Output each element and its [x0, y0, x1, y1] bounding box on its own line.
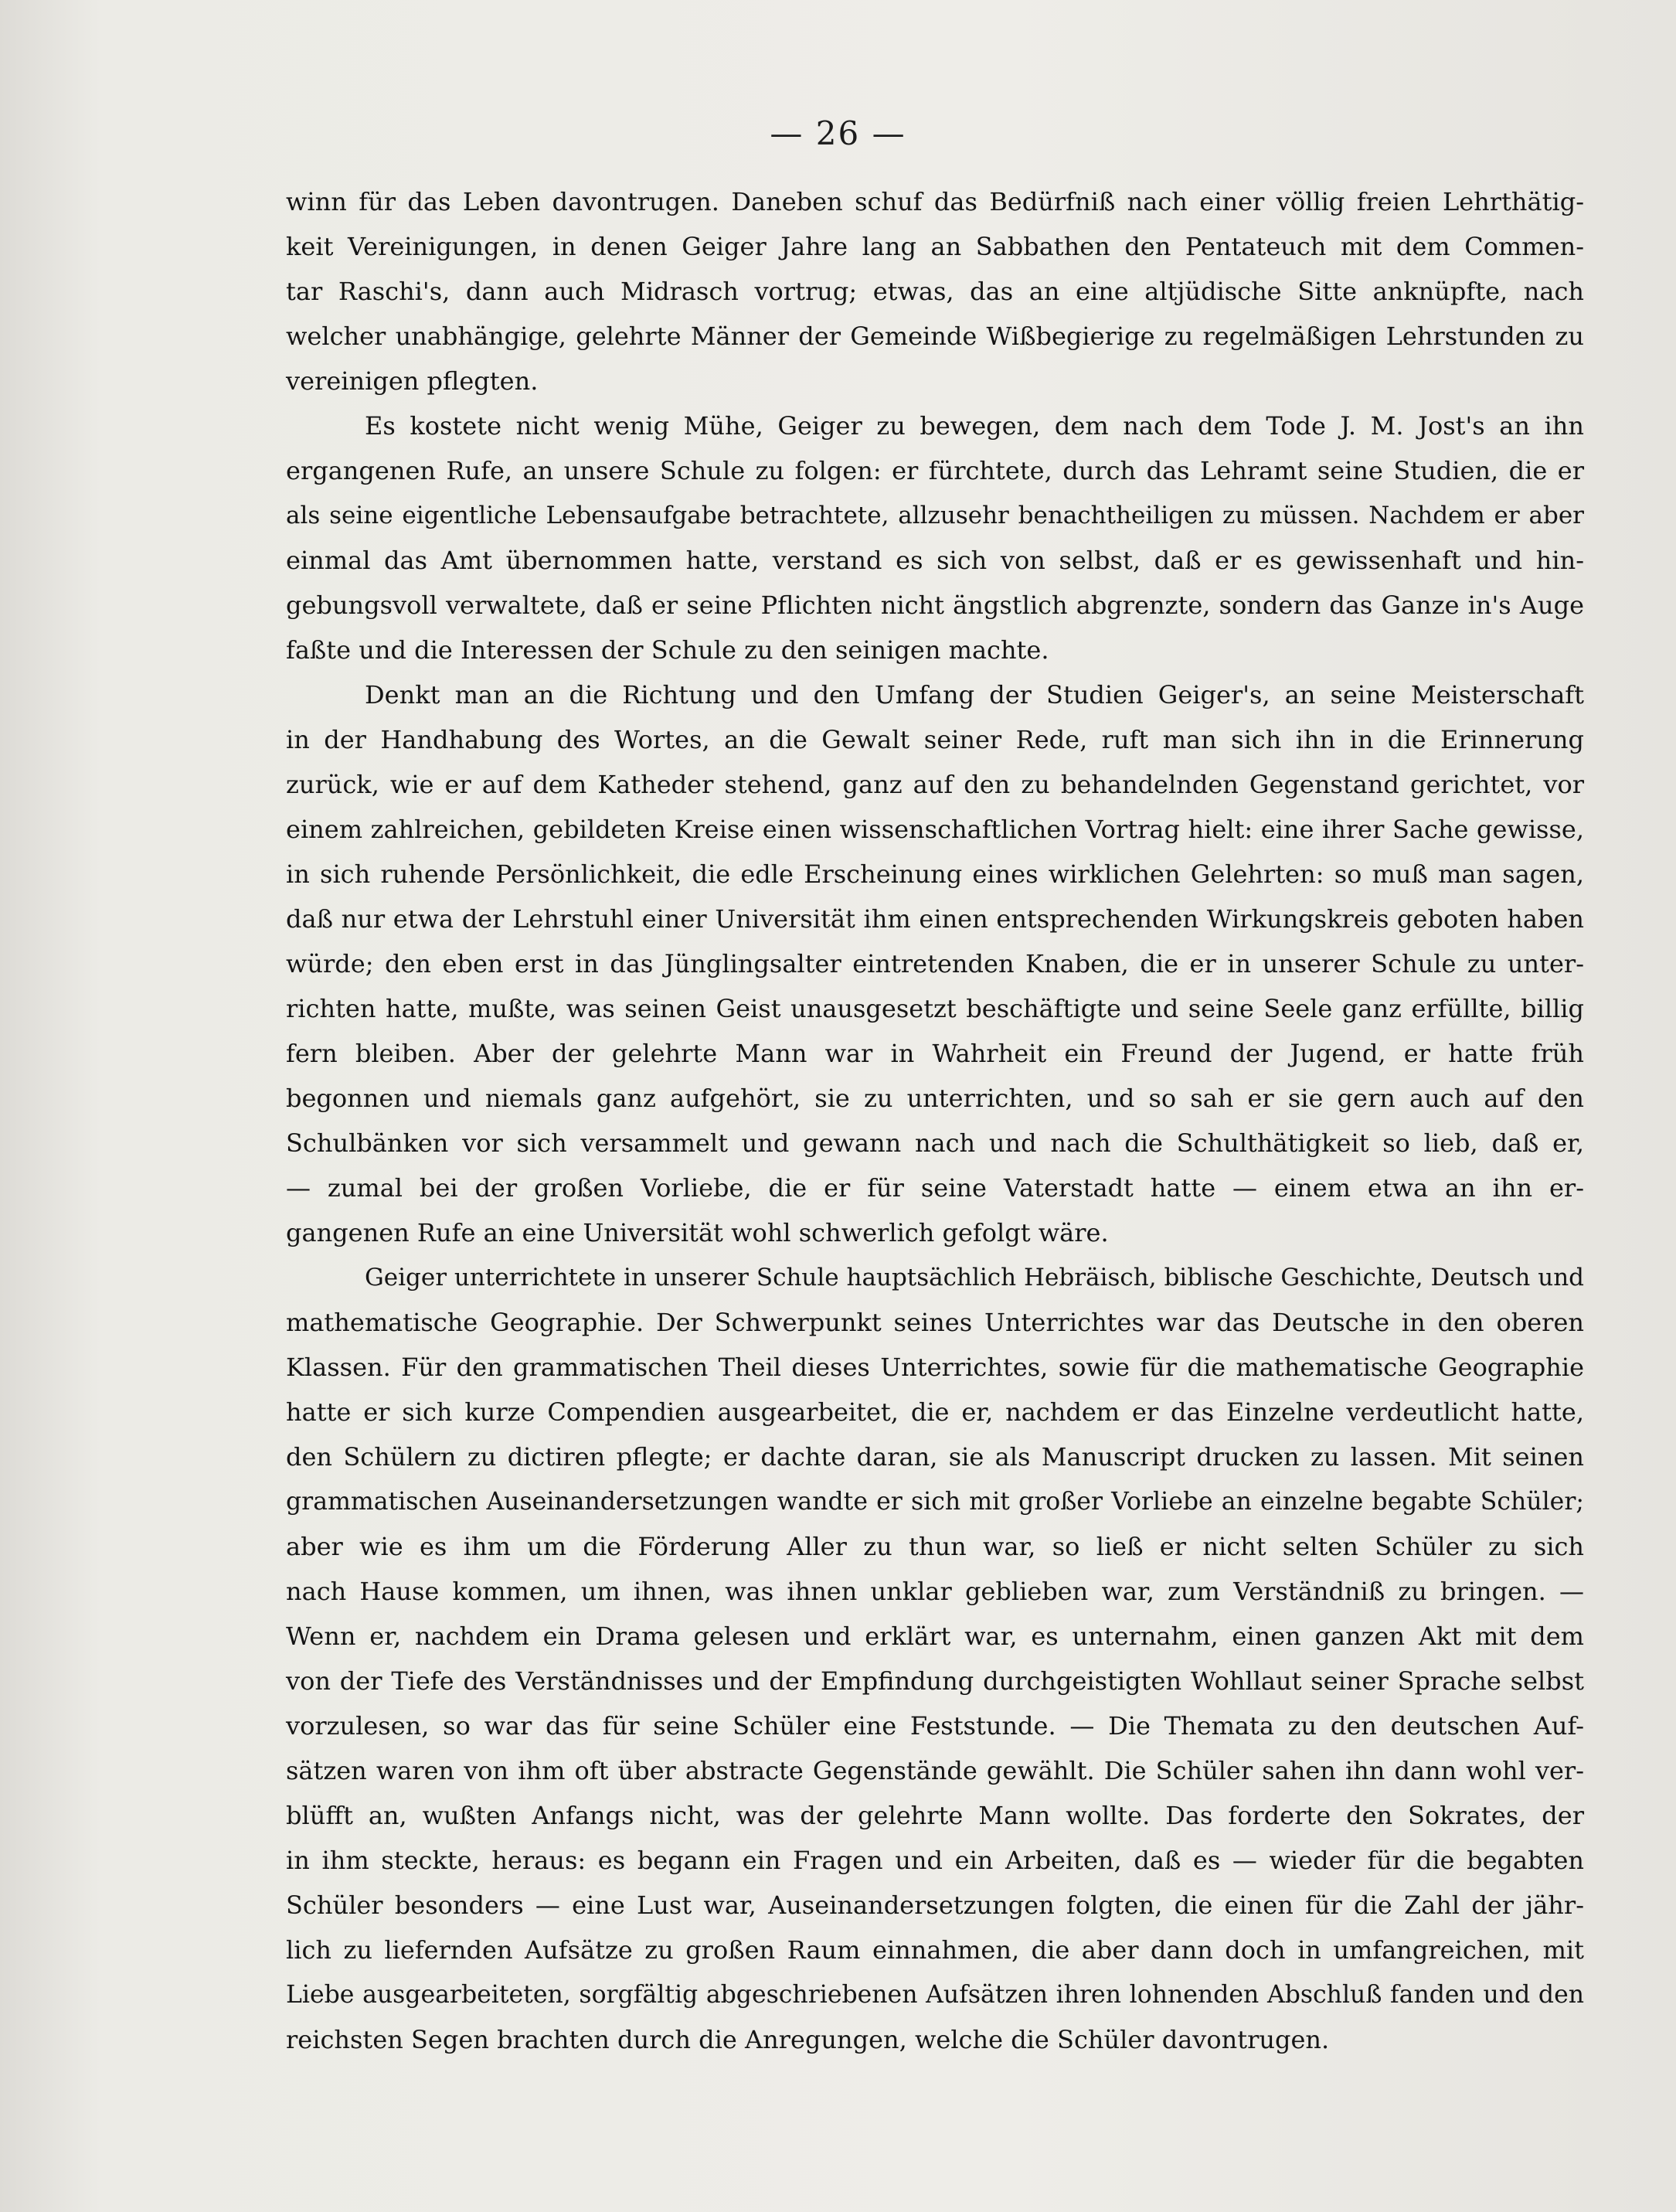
text-line: den Schülern zu dictiren pflegte; er dachte daran, sie als Manuscript drucken zu lassen. Mit seinen: [286, 1442, 1584, 1472]
text-line: Schulbänken vor sich versammelt und gewann nach und nach die Schulthätigkeit so lieb, daß er,: [286, 1128, 1584, 1158]
text-line: in ihm steckte, heraus: es begann ein Fragen und ein Arbeiten, daß es — wieder für die begabten: [286, 1846, 1584, 1875]
text-line: vorzulesen, so war das für seine Schüler eine Feststunde. — Die Themata zu den deutschen Auf-: [286, 1711, 1584, 1741]
text-line: daß nur etwa der Lehrstuhl einer Universität ihm einen entsprechenden Wirkungskreis geboten haben: [286, 904, 1584, 934]
text-line: Klassen. Für den grammatischen Theil dieses Unterrichtes, sowie für die mathematische Geographie: [286, 1353, 1584, 1382]
text-line: mathematische Geographie. Der Schwerpunkt seines Unterrichtes war das Deutsche in den oberen: [286, 1308, 1584, 1337]
text-line: einmal das Amt übernommen hatte, verstand es sich von selbst, daß er es gewissenhaft und hin-: [286, 546, 1584, 575]
text-line: als seine eigentliche Lebensaufgabe betrachtete, allzusehr benachtheiligen zu müssen. Nachdem er aber: [286, 502, 1584, 529]
text-line: faßte und die Interessen der Schule zu den seinigen machte.: [286, 635, 1049, 665]
text-line: keit Vereinigungen, in denen Geiger Jahre lang an Sabbathen den Pentateuch mit dem Commen-: [286, 232, 1584, 261]
text-line: nach Hause kommen, um ihnen, was ihnen unklar geblieben war, zum Verständniß zu bringen. —: [286, 1577, 1584, 1606]
text-line: welcher unabhängige, gelehrte Männer der Gemeinde Wißbegierige zu regelmäßigen Lehrstunden zu: [286, 322, 1584, 351]
text-line: fern bleiben. Aber der gelehrte Mann war in Wahrheit ein Freund der Jugend, er hatte früh: [286, 1039, 1584, 1068]
text-line: gebungsvoll verwaltete, daß er seine Pflichten nicht ängstlich abgrenzte, sondern das Ganze in's Auge: [286, 590, 1584, 620]
text-line: Geiger unterrichtete in unserer Schule hauptsächlich Hebräisch, biblische Geschichte, Deutsch und: [365, 1264, 1584, 1291]
text-line: lich zu liefernden Aufsätze zu großen Raum einnahmen, die aber dann doch in umfangreichen, mit: [286, 1935, 1584, 1965]
page-number: — 26 —: [770, 114, 906, 152]
text-line: Es kostete nicht wenig Mühe, Geiger zu bewegen, dem nach dem Tode J. M. Jost's an ihn: [365, 411, 1584, 441]
text-line: ergangenen Rufe, an unsere Schule zu folgen: er fürchtete, durch das Lehramt seine Studien, die er: [286, 456, 1584, 485]
body-text: [286, 179, 1584, 2062]
text-line: tar Raschi's, dann auch Midrasch vortrug; etwas, das an eine altjüdische Sitte anknüpfte, nach: [286, 277, 1584, 306]
text-line: — zumal bei der großen Vorliebe, die er für seine Vaterstadt hatte — einem etwa an ihn er-: [286, 1173, 1584, 1203]
text-line: hatte er sich kurze Compendien ausgearbeitet, die er, nachdem er das Einzelne verdeutlicht hatte,: [286, 1397, 1584, 1427]
text-line: sätzen waren von ihm oft über abstracte Gegenstände gewählt. Die Schüler sahen ihn dann wohl ver-: [286, 1756, 1584, 1785]
text-line: in sich ruhende Persönlichkeit, die edle Erscheinung eines wirklichen Gelehrten: so muß man sagen,: [286, 859, 1584, 889]
text-line: blüfft an, wußten Anfangs nicht, was der gelehrte Mann wollte. Das forderte den Sokrates, der: [286, 1801, 1584, 1830]
text-line: winn für das Leben davontrugen. Daneben schuf das Bedürfniß nach einer völlig freien Lehrthätig-: [286, 187, 1584, 216]
text-line: Liebe ausgearbeiteten, sorgfältig abgeschriebenen Aufsätzen ihren lohnenden Abschluß fanden und den: [286, 1981, 1584, 2009]
text-line: richten hatte, mußte, was seinen Geist unausgesetzt beschäftigte und seine Seele ganz erfüllte, billig: [286, 994, 1584, 1023]
text-line: begonnen und niemals ganz aufgehört, sie zu unterrichten, und so sah er sie gern auch auf den: [286, 1084, 1584, 1113]
text-line: einem zahlreichen, gebildeten Kreise einen wissenschaftlichen Vortrag hielt: eine ihrer Sache gewisse,: [286, 815, 1584, 844]
text-line: aber wie es ihm um die Förderung Aller zu thun war, so ließ er nicht selten Schüler zu sich: [286, 1532, 1584, 1561]
text-line: grammatischen Auseinandersetzungen wandte er sich mit großer Vorliebe an einzelne begabte Schüler;: [286, 1488, 1584, 1516]
text-line: reichsten Segen brachten durch die Anregungen, welche die Schüler davontrugen.: [286, 2025, 1330, 2054]
text-line: gangenen Rufe an eine Universität wohl schwerlich gefolgt wäre.: [286, 1218, 1109, 1247]
text-line: Denkt man an die Richtung und den Umfang der Studien Geiger's, an seine Meisterschaft: [365, 680, 1584, 710]
text-line: in der Handhabung des Wortes, an die Gewalt seiner Rede, ruft man sich ihn in die Erinnerung: [286, 725, 1584, 754]
text-line: vereinigen pflegten.: [286, 366, 539, 396]
text-line: von der Tiefe des Verständnisses und der Empfindung durchgeistigten Wohllaut seiner Sprache selbst: [286, 1666, 1584, 1696]
text-line: würde; den eben erst in das Jünglingsalter eintretenden Knaben, die er in unserer Schule zu unter-: [286, 949, 1584, 978]
text-line: Schüler besonders — eine Lust war, Auseinandersetzungen folgten, die einen für die Zahl der jähr-: [286, 1890, 1584, 1920]
text-line: zurück, wie er auf dem Katheder stehend, ganz auf den zu behandelnden Gegenstand gerichtet, vor: [286, 770, 1584, 799]
text-line: Wenn er, nachdem ein Drama gelesen und erklärt war, es unternahm, einen ganzen Akt mit dem: [286, 1622, 1584, 1651]
